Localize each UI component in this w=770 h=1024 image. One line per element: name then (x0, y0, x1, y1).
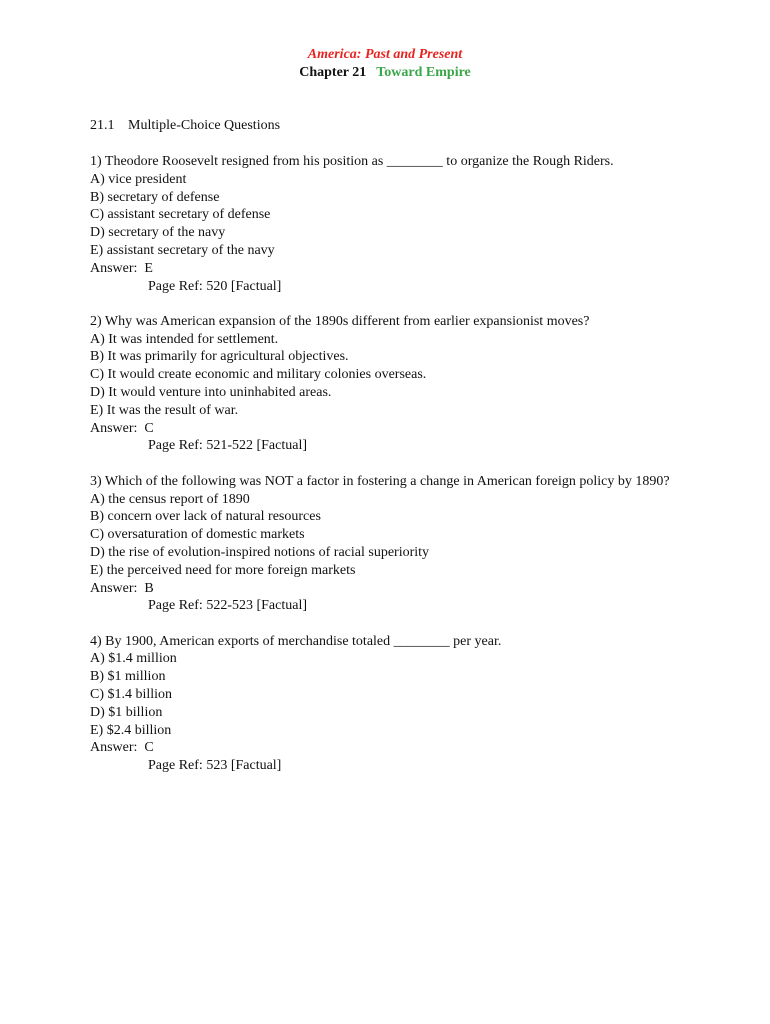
section-title: Multiple-Choice Questions (128, 118, 281, 133)
page-reference: Page Ref: 521-522 [Factual] (148, 438, 308, 454)
answer-option: C) assistant secretary of defense (90, 207, 271, 223)
question-item (90, 473, 690, 615)
page-reference: Page Ref: 523 [Factual] (148, 758, 282, 774)
answer-option: A) vice president (90, 171, 187, 187)
section-number: 21.1 (90, 118, 115, 133)
question-stem: 4) By 1900, American exports of merchandise totaled ________ per year. (90, 633, 502, 649)
answer-option: A) the census report of 1890 (90, 491, 250, 507)
answer-option: D) $1 billion (90, 704, 163, 720)
page-reference: Page Ref: 520 [Factual] (148, 278, 282, 294)
answer-option: E) $2.4 billion (90, 722, 172, 738)
answer-option: B) concern over lack of natural resources (90, 509, 321, 525)
chapter-label: Chapter 21 (299, 65, 367, 80)
answer-option: C) $1.4 billion (90, 687, 173, 703)
answer-option: C) It would create economic and military colonies overseas. (90, 367, 427, 383)
answer-option: C) oversaturation of domestic markets (90, 527, 305, 543)
answer-option: E) the perceived need for more foreign markets (90, 562, 356, 578)
answer-key: Answer: C (90, 420, 154, 436)
question-item (90, 153, 690, 295)
answer-option: D) the rise of evolution-inspired notions of racial superiority (90, 544, 430, 560)
answer-key: Answer: C (90, 740, 154, 756)
question-item (90, 633, 690, 775)
question-stem: 2) Why was American expansion of the 1890s different from earlier expansionist moves? (90, 313, 590, 329)
answer-option: E) It was the result of war. (90, 402, 239, 418)
answer-option: A) $1.4 million (90, 651, 177, 667)
answer-key: Answer: B (90, 580, 154, 596)
answer-option: D) It would venture into uninhabited areas. (90, 385, 332, 401)
answer-option: B) $1 million (90, 669, 166, 685)
answer-option: E) assistant secretary of the navy (90, 242, 275, 258)
question-list (90, 153, 690, 793)
book-title: America: Past and Present (307, 47, 463, 62)
answer-option: B) It was primarily for agricultural objectives. (90, 349, 349, 365)
chapter-name: Toward Empire (376, 65, 471, 80)
question-stem: 1) Theodore Roosevelt resigned from his position as ________ to organize the Rough Riders. (90, 154, 614, 169)
question-stem: 3) Which of the following was NOT a factor in fostering a change in American foreign policy by 1890? (90, 473, 670, 489)
page-reference: Page Ref: 522-523 [Factual] (148, 598, 308, 614)
chapter-heading (0, 64, 770, 82)
question-item (90, 313, 690, 455)
answer-option: B) secretary of defense (90, 189, 220, 205)
answer-option: A) It was intended for settlement. (90, 331, 279, 347)
answer-key: Answer: E (90, 260, 153, 276)
answer-option: D) secretary of the navy (90, 225, 226, 241)
section-heading (90, 117, 280, 135)
